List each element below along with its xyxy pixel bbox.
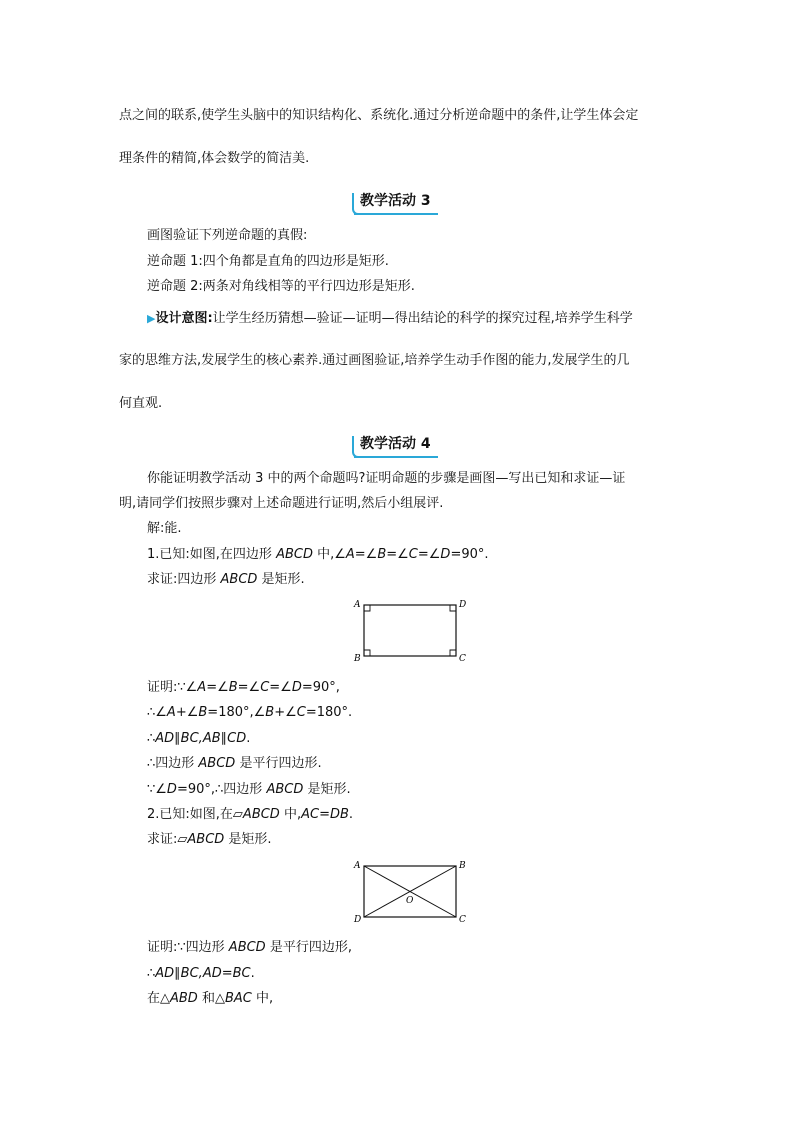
right-angle-mark-d: [450, 605, 456, 611]
triangle-bullet-icon: ▶: [147, 312, 156, 325]
proof-1-step-4: [147, 756, 322, 772]
answer-line: 解:能.: [147, 521, 182, 536]
converse-proposition-1: 逆命题 1:四个角都是直角的四边形是矩形.: [147, 254, 389, 269]
text-segment: 是平行四边形,: [265, 940, 352, 955]
design-intent-line-1: [147, 311, 633, 327]
text-segment: 中,: [279, 807, 302, 822]
text-segment: 是平行四边形.: [235, 756, 322, 771]
proof-1-step-5: [147, 782, 351, 798]
activity-4-title: 教学活动 4: [360, 436, 431, 452]
text-segment: 求证:▱: [147, 832, 188, 847]
text-segment: 求证:四边形: [147, 572, 221, 587]
text-segment: 在△: [147, 991, 170, 1006]
heading-underline: [354, 213, 438, 215]
quad-name: ABCD: [228, 940, 266, 955]
proof-2-step-2: [147, 966, 255, 982]
text-segment: ∴: [147, 966, 156, 981]
text-segment: 是矩形.: [224, 832, 272, 847]
text-segment: ∴: [147, 731, 156, 746]
vertex-label-a: A: [354, 600, 361, 610]
activity-3-heading: [356, 192, 431, 210]
text-segment: =180°,: [207, 705, 254, 720]
intro-line-1: 点之间的联系,使学生头脑中的知识结构化、系统化.通过分析逆命题中的条件,让学生体会定: [119, 108, 639, 123]
rectangle-figure-1: [350, 595, 475, 667]
intro-line-2: 理条件的精简,体会数学的简洁美.: [119, 151, 310, 166]
parallel-expression: AD∥BC,AB∥CD: [155, 731, 247, 746]
activity-4-question-line-2: 明,请同学们按照步骤对上述命题进行证明,然后小组展评.: [119, 496, 444, 511]
text-segment: 证明:∵: [147, 680, 186, 695]
proof-2-to-prove: [147, 832, 272, 848]
text-segment: =90°,∴四边形: [176, 782, 267, 797]
design-intent-line-3: 何直观.: [119, 396, 163, 411]
text-segment: 是矩形.: [303, 782, 351, 797]
quad-name: ABCD: [220, 572, 258, 587]
proof-2-step-3: [147, 991, 273, 1007]
vertex-label-a: A: [354, 861, 361, 871]
vertex-label-c: C: [459, 654, 466, 664]
angle-expression: ∠D: [155, 782, 177, 797]
equality-expression: AC=DB: [301, 807, 349, 822]
vertex-label-d: D: [459, 600, 467, 610]
angle-expression: ∠B+∠C: [253, 705, 306, 720]
triangle-name: ABD: [170, 991, 198, 1006]
rectangle-figure-2: [350, 856, 475, 928]
text-segment: 和△: [197, 991, 225, 1006]
text-segment: 中,: [312, 547, 335, 562]
quad-name: ABCD: [187, 832, 225, 847]
text-segment: .: [246, 731, 251, 746]
proof-2-step-1: [147, 940, 352, 956]
angle-expression: ∠A+∠B: [155, 705, 208, 720]
text-segment: =90°.: [450, 547, 489, 562]
converse-proposition-2: 逆命题 2:两条对角线相等的平行四边形是矩形.: [147, 279, 415, 294]
text-segment: 中,: [251, 991, 274, 1006]
angle-expression: ∠A=∠B=∠C=∠D: [185, 680, 302, 695]
rectangle-shape: [364, 605, 456, 656]
activity-4-heading: [356, 435, 431, 453]
text-segment: =90°,: [301, 680, 340, 695]
design-intent-line-2: 家的思维方法,发展学生的核心素养.通过画图验证,培养学生动手作图的能力,发展学生的几: [119, 353, 630, 368]
vertex-label-c: C: [459, 915, 466, 925]
activity-3-title: 教学活动 3: [360, 193, 431, 209]
proof-2-given: [147, 807, 353, 823]
right-angle-mark-a: [364, 605, 370, 611]
quad-name: ABCD: [198, 756, 236, 771]
activity-4-question-line-1: 你能证明教学活动 3 中的两个命题吗?证明命题的步骤是画图—写出已知和求证—证: [147, 471, 626, 486]
center-label-o: O: [406, 896, 414, 906]
text-segment: .: [348, 807, 354, 822]
activity-3-task: 画图验证下列逆命题的真假:: [147, 228, 308, 243]
proof-1-step-2: [147, 705, 352, 721]
proof-1-to-prove: [147, 572, 305, 588]
text-segment: =180°.: [305, 705, 353, 720]
quad-name: ABCD: [266, 782, 304, 797]
text-segment: 1.已知:如图,在四边形: [147, 547, 277, 562]
design-intent-label: 设计意图:: [155, 311, 213, 326]
text-segment: ∴四边形: [147, 756, 199, 771]
text-segment: 2.已知:如图,在▱: [147, 807, 243, 822]
right-angle-mark-b: [364, 650, 370, 656]
angle-expression: ∠A=∠B=∠C=∠D: [334, 547, 451, 562]
vertex-label-d: D: [354, 915, 362, 925]
proof-1-step-1: [147, 680, 340, 696]
text-segment: .: [250, 966, 255, 981]
triangle-name: BAC: [224, 991, 252, 1006]
quad-name: ABCD: [276, 547, 313, 562]
proof-1-given: [147, 547, 489, 563]
text-segment: ∵: [147, 782, 156, 797]
text-segment: 是矩形.: [257, 572, 305, 587]
proof-1-step-3: [147, 731, 250, 747]
quad-name: ABCD: [242, 807, 280, 822]
heading-underline: [354, 456, 438, 458]
vertex-label-b: B: [459, 861, 466, 871]
text-segment: ∴: [147, 705, 156, 720]
text-segment: 证明:∵四边形: [147, 940, 229, 955]
parallel-expression: AD∥BC,AD=BC: [155, 966, 251, 981]
design-intent-text-1: 让学生经历猜想—验证—证明—得出结论的科学的探究过程,培养学生科学: [212, 311, 633, 326]
right-angle-mark-c: [450, 650, 456, 656]
vertex-label-b: B: [354, 654, 361, 664]
